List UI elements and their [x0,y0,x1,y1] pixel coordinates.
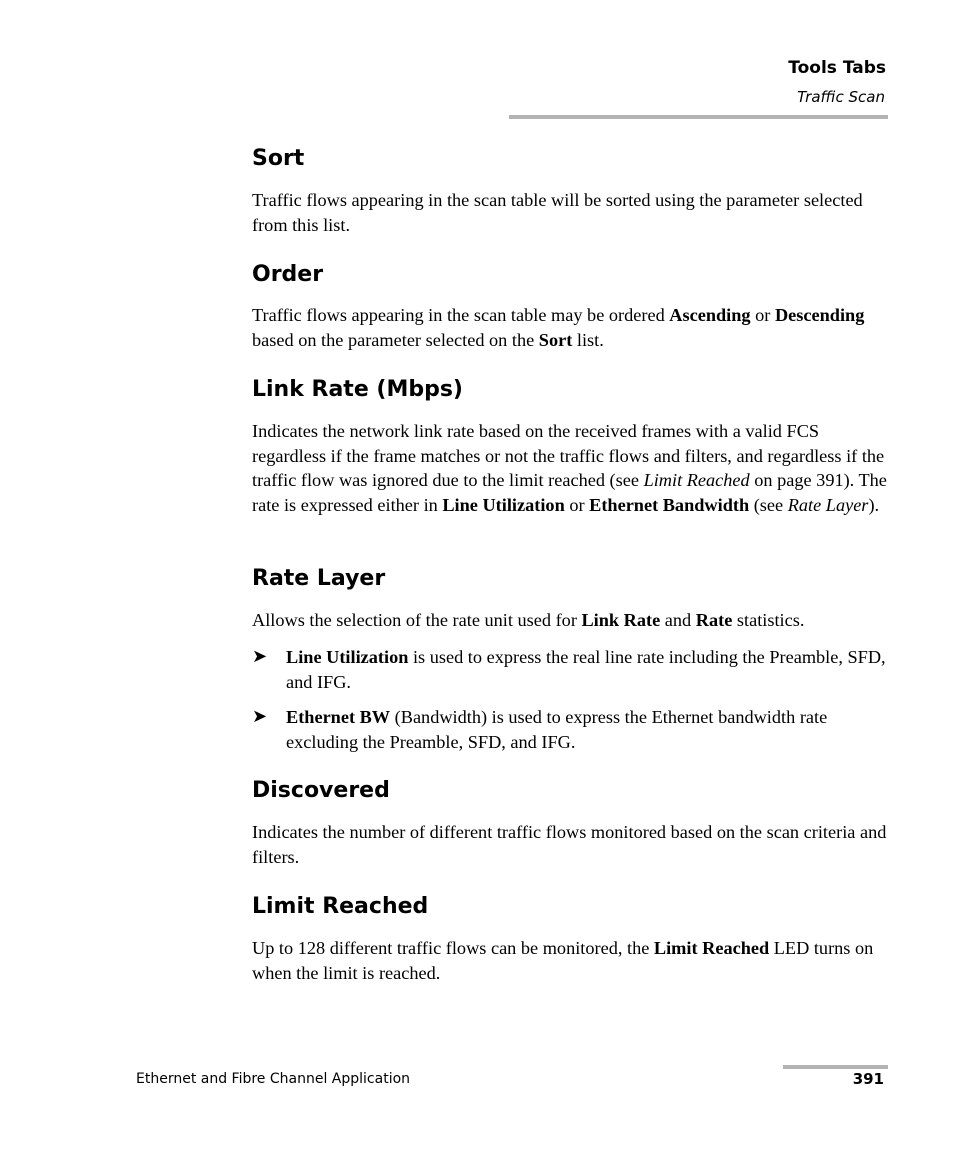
discovered-paragraph: Indicates the number of different traffic flows monitored based on the scan criteria and filters. [252,822,887,867]
heading-sort: Sort [252,146,305,171]
heading-limit-reached: Limit Reached [252,894,429,919]
header-rule [509,115,888,119]
bullet-text: Ethernet BW (Bandwidth) is used to express the Ethernet bandwidth rate excluding the Preamble, SFD, and IFG. [286,707,828,752]
heading-order: Order [252,262,324,287]
bullet-arrow-icon: ➤ [252,646,268,667]
link-rate-layer[interactable]: Rate Layer [787,494,869,515]
heading-rate-layer: Rate Layer [252,566,386,591]
link-rate-paragraph: Indicates the network link rate based on the received frames with a valid FCS regardless if the frame matches or not the traffic flows and filters, and regardless if the traffic flow was ignored due to the limit reached (see Limit Reached on page 391). The rate is expressed either in Line Utilization or Ethernet Bandwidth (see Rate Layer). [252,421,887,515]
footer-rule [783,1065,888,1069]
footer-page-number: 391 [852,1070,884,1088]
bullet-arrow-icon: ➤ [252,706,268,727]
running-header-subtitle: Traffic Scan [797,88,885,106]
heading-link-rate: Link Rate (Mbps) [252,377,463,402]
rate-layer-paragraph: Allows the selection of the rate unit used for Link Rate and Rate statistics. [252,610,805,630]
order-paragraph: Traffic flows appearing in the scan table may be ordered Ascending or Descending based on the parameter selected on the Sort list. [252,305,865,350]
footer-document-title: Ethernet and Fibre Channel Application [136,1071,411,1087]
heading-discovered: Discovered [252,778,390,803]
running-header-title: Tools Tabs [788,58,886,78]
sort-paragraph: Traffic flows appearing in the scan table will be sorted using the parameter selected from this list. [252,190,863,235]
link-limit-reached[interactable]: Limit Reached [643,470,750,490]
bullet-text: Line Utilization is used to express the real line rate including the Preamble, SFD, and IFG. [286,647,886,692]
limit-reached-paragraph: Up to 128 different traffic flows can be monitored, the Limit Reached LED turns on when the limit is reached. [252,938,874,983]
